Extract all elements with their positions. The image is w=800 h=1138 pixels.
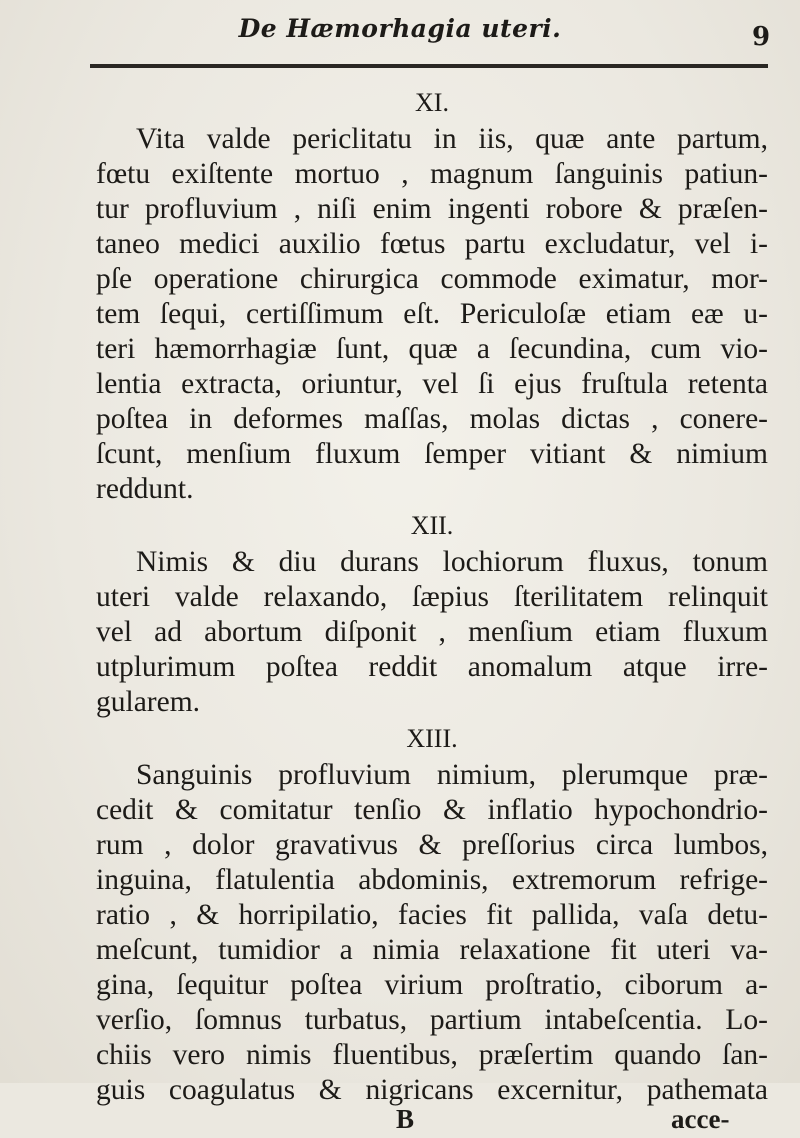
text-line: tem ſequi, certiſſimum eſt. Periculoſæ etiam eæ u- — [96, 298, 768, 330]
running-title: De Hæmorhagia uteri. — [238, 14, 562, 43]
text-line: gina, ſequitur poſtea virium proſtratio, ciborum a- — [96, 969, 768, 1001]
section-number-xii: XII. — [410, 511, 454, 540]
text-line: chiis vero nimis fluentibus, præſertim quando ſan- — [96, 1039, 768, 1071]
header-rule — [90, 64, 768, 68]
text-line: reddunt. — [96, 473, 194, 505]
text-line: uteri valde relaxando, ſæpius ſterilitatem relinquit — [96, 581, 768, 613]
text-line: taneo medici auxilio fœtus partu excludatur, vel i- — [96, 228, 768, 260]
text-line: meſcunt, tumidior a nimia relaxatione fit uteri va- — [96, 934, 768, 966]
text-line: fœtu exiſtente mortuo , magnum ſanguinis patiun- — [96, 158, 768, 190]
catchword: acce- — [671, 1104, 730, 1134]
text-line: ratio , & horripilatio, facies fit pallida, vaſa detu- — [96, 899, 768, 931]
text-line: cedit & comitatur tenſio & inflatio hypochondrio- — [96, 794, 768, 826]
text-line: verſio, ſomnus turbatus, partium intabeſcentia. Lo- — [96, 1004, 768, 1036]
text-line: utplurimum poſtea reddit anomalum atque irre- — [96, 651, 768, 683]
text-line: lentia extracta, oriuntur, vel ſi ejus fruſtula retenta — [96, 368, 768, 400]
text-line: vel ad abortum diſponit , menſium etiam fluxum — [96, 616, 768, 648]
section-number-xi: XI. — [415, 88, 449, 117]
text-line: Vita valde periclitatu in iis, quæ ante partum, — [136, 123, 768, 155]
text-line: tur profluvium , niſi enim ingenti robore & præſen- — [96, 193, 768, 225]
body-text — [96, 84, 768, 1138]
text-line: poſtea in deformes maſſas, molas dictas , conere- — [96, 403, 768, 435]
text-line: Sanguinis profluvium nimium, plerumque præ- — [136, 759, 768, 791]
page-footer — [96, 1104, 768, 1138]
text-line: teri hæmorrhagiæ ſunt, quæ a ſecundina, cum vio- — [96, 333, 768, 365]
section-number-xiii: XIII. — [406, 724, 458, 753]
text-line: rum , dolor gravativus & preſſorius circa lumbos, — [96, 829, 768, 861]
text-line: gularem. — [96, 686, 201, 718]
signature-mark: B — [396, 1104, 415, 1134]
page-number: 9 — [752, 22, 771, 52]
text-line: pſe operatione chirurgica commode eximatur, mor- — [96, 263, 768, 295]
text-line: ſcunt, menſium fluxum ſemper vitiant & nimium — [96, 438, 768, 470]
text-line: Nimis & diu durans lochiorum fluxus, tonum — [136, 546, 768, 578]
text-line: inguina, flatulentia abdominis, extremorum refrige- — [96, 864, 768, 896]
text-line: guis coagulatus & nigricans excernitur, pathemata — [96, 1074, 768, 1106]
